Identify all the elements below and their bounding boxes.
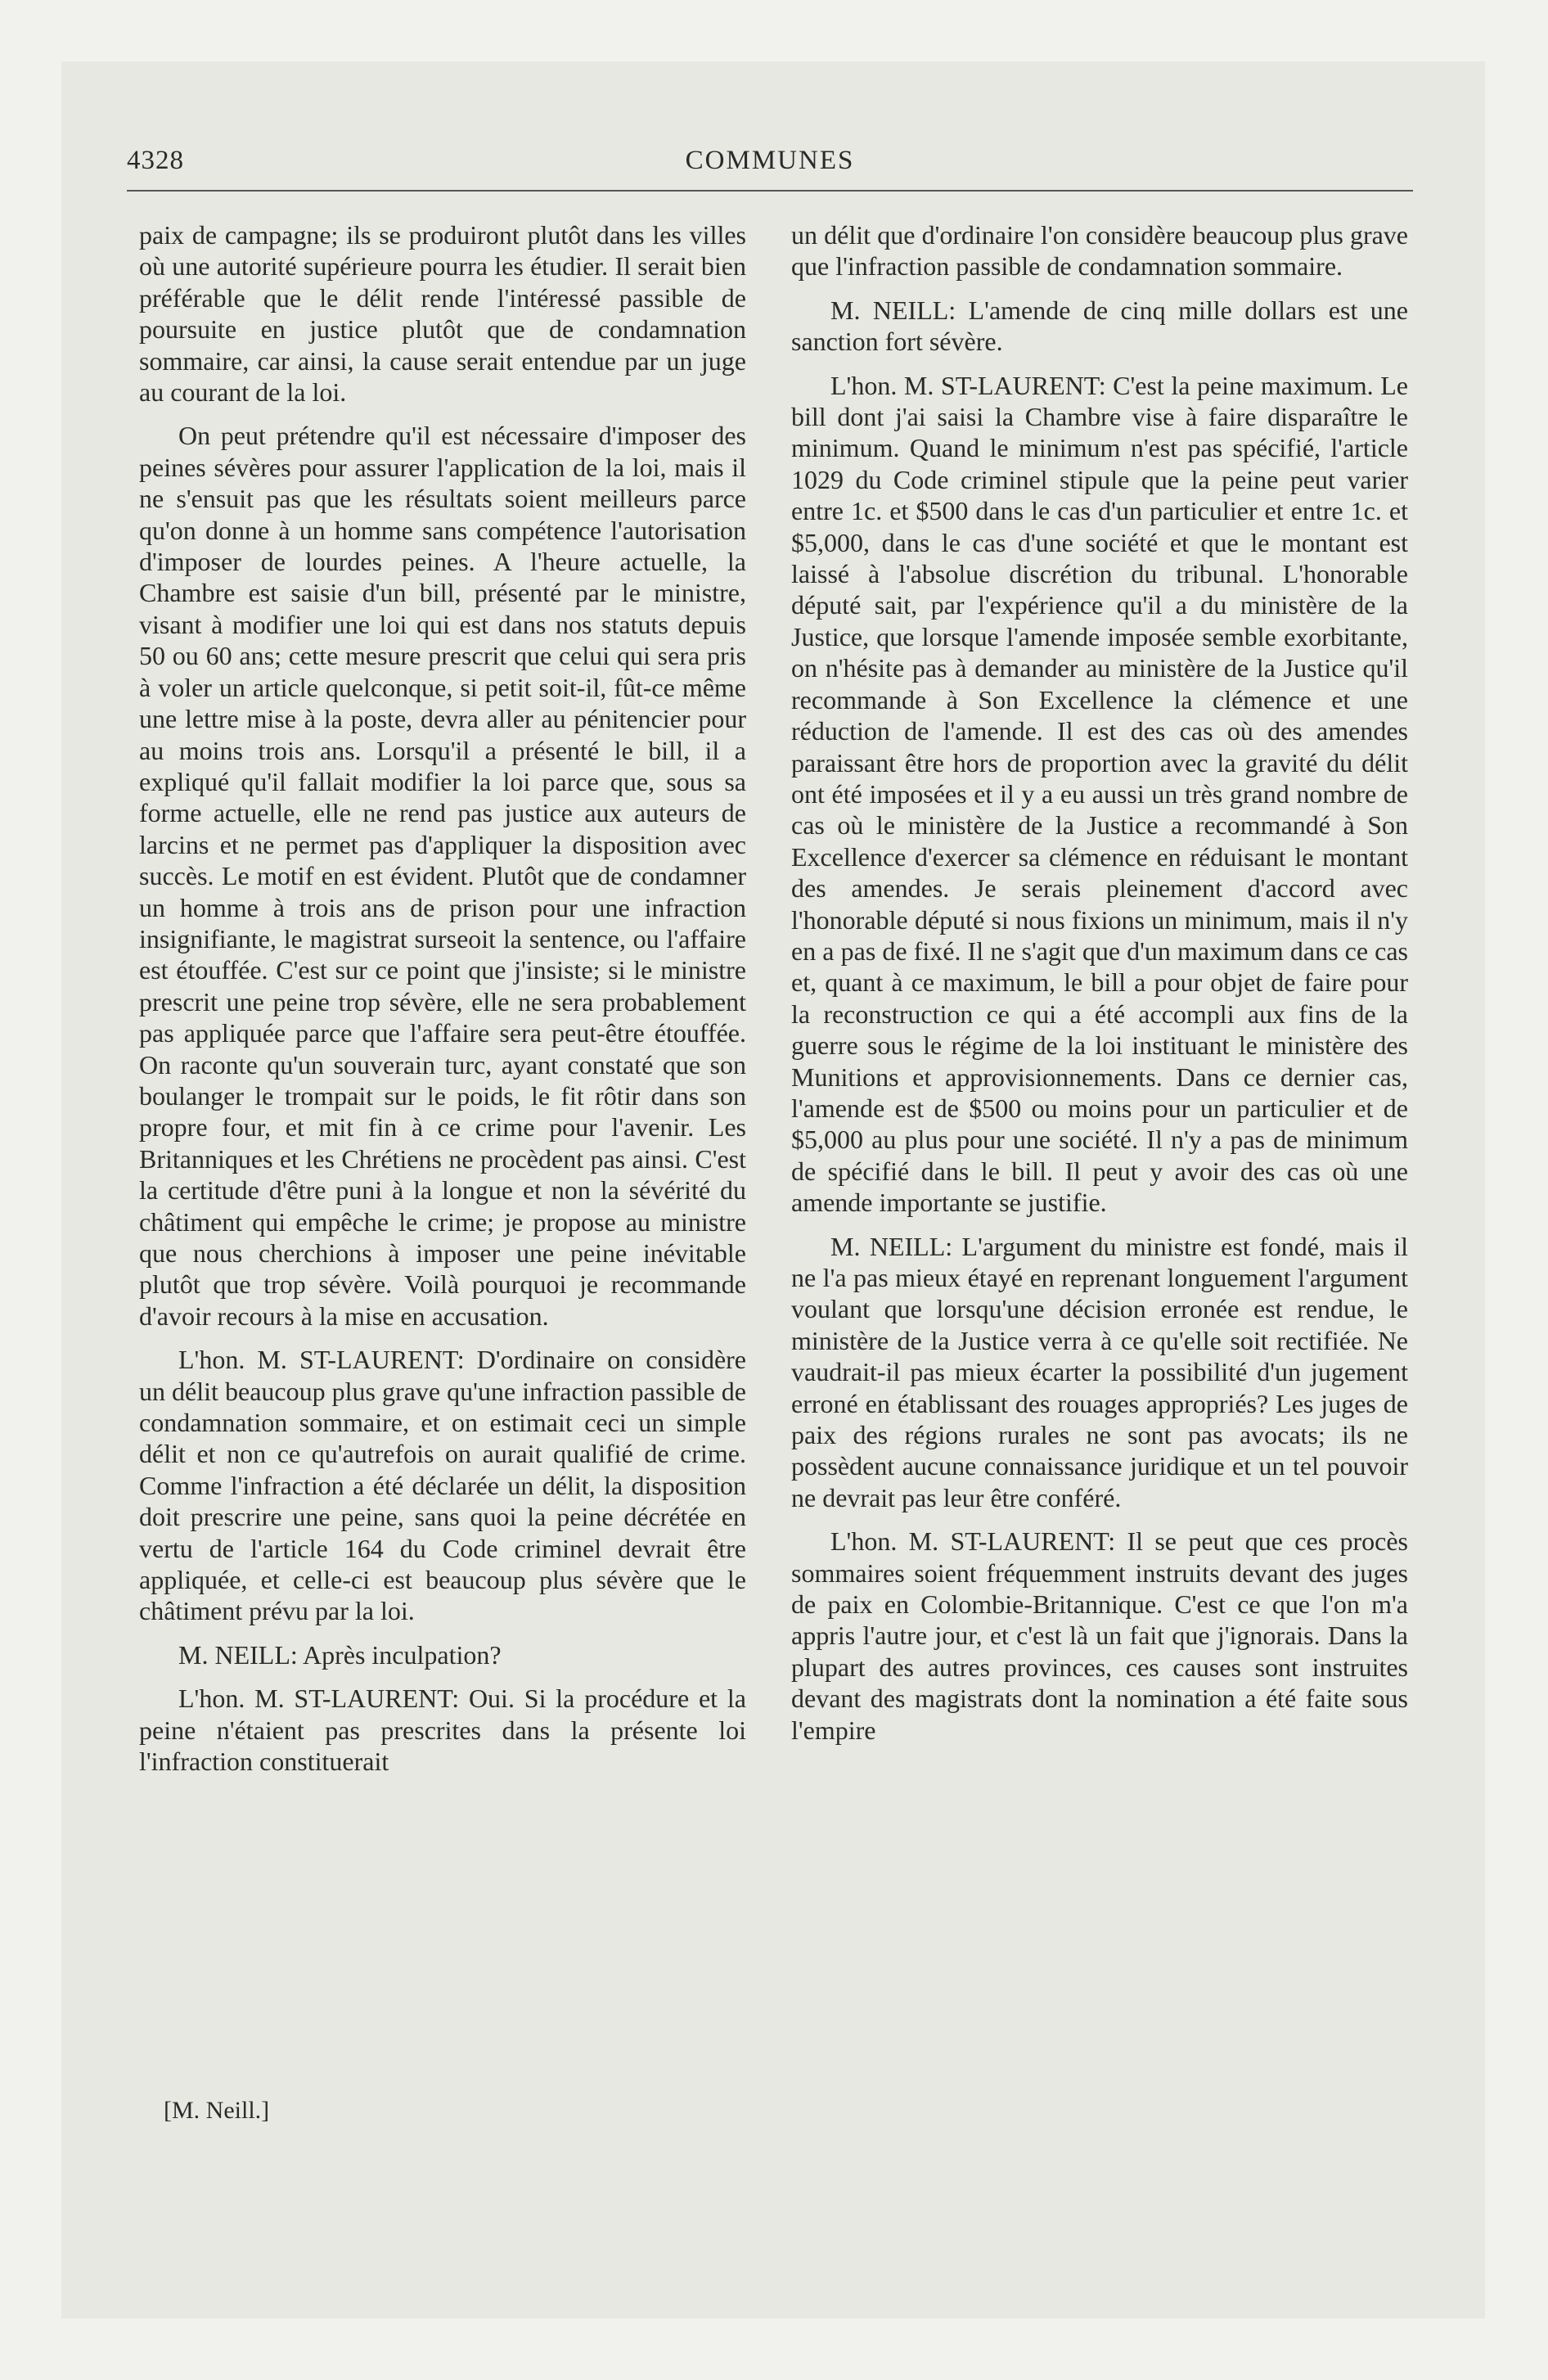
- speaker-footnote: [M. Neill.]: [164, 2097, 270, 2124]
- paragraph: L'hon. M. ST-LAURENT: C'est la peine maximum. Le bill dont j'ai saisi la Chambre vise à faire disparaître le minimum. Quand le minimum n'est pas spécifié, l'article 1029 du Code criminel stipule que la peine peut varier entre 1c. et $500 dans le cas d'un particulier et entre 1c. et $5,000, dans le cas d'une société et que le montant est laissé à l'absolue discrétion du tribunal. L'honorable député sait, par l'expérience qu'il a du ministère de la Justice, que lorsque l'amende imposée semble exorbitante, on n'hésite pas à demander au ministère de la Justice qu'il recommande à Son Excellence la clémence et une réduction de l'amende. Il est des cas où des amendes paraissant être hors de proportion avec la gravité du délit ont été imposées et il y a eu aussi un très grand nombre de cas où le ministère de la Justice a recommandé à Son Excellence d'exercer sa clémence en réduisant le montant des amendes. Je serais pleinement d'accord avec l'honorable député si nous fixions un minimum, mais il n'y en a pas de fixé. Il ne s'agit que d'un maximum dans ce cas et, quant à ce maximum, le bill a pour objet de faire pour la reconstruction ce qui a été accompli aux fins de la guerre sous le régime de la loi instituant le ministère des Munitions et approvisionnements. Dans ce dernier cas, l'amende est de $500 ou moins pour un particulier et de $5,000 au plus pour une société. Il n'y a pas de minimum de spécifié dans le bill. Il peut y avoir des cas où une amende importante se justifie.: [791, 370, 1408, 1218]
- left-column: [139, 219, 746, 1790]
- running-header: [127, 146, 1413, 185]
- paragraph: On peut prétendre qu'il est nécessaire d'imposer des peines sévères pour assurer l'application de la loi, mais il ne s'ensuit pas que les résultats soient meilleurs parce qu'on donne à un homme sans compétence l'autorisation d'imposer de lourdes peines. A l'heure actuelle, la Chambre est saisie d'un bill, présenté par le ministre, visant à modifier une loi qui est dans nos statuts depuis 50 ou 60 ans; cette mesure prescrit que celui qui sera pris à voler un article quelconque, si petit soit-il, fût-ce même une lettre mise à la poste, devra aller au pénitencier pour au moins trois ans. Lorsqu'il a présenté le bill, il a expliqué qu'il fallait modifier la loi parce que, sous sa forme actuelle, elle ne rend pas justice aux auteurs de larcins et ne permet pas d'appliquer la disposition avec succès. Le motif en est évident. Plutôt que de condamner un homme à trois ans de prison pour une infraction insignifiante, le magistrat surseoit la sentence, ou l'affaire est étouffée. C'est sur ce point que j'insiste; si le ministre prescrit une peine trop sévère, elle ne sera probablement pas appliquée parce que l'affaire sera peut-être étouffée. On raconte qu'un souverain turc, ayant constaté que son boulanger le trompait sur le poids, le fit rôtir dans son propre four, et mit fin à ce crime pour l'avenir. Les Britanniques et les Chrétiens ne procèdent pas ainsi. C'est la certitude d'être puni à la longue et non la sévérité du châtiment qui empêche le crime; je propose au ministre que nous cherchions à imposer une peine inévitable plutôt que trop sévère. Voilà pourquoi je recommande d'avoir recours à la mise en accusation.: [139, 421, 746, 1331]
- paragraph: paix de campagne; ils se produiront plutôt dans les villes où une autorité supérieure pourra les étudier. Il serait bien préférable que le délit rende l'intéressé passible de poursuite en justice plutôt que de condamnation sommaire, car ainsi, la cause serait entendue par un juge au courant de la loi.: [139, 220, 746, 408]
- paragraph: L'hon. M. ST-LAURENT: Oui. Si la procédure et la peine n'étaient pas prescrites dans la présente loi l'infraction constituerait: [139, 1684, 746, 1777]
- paragraph: M. NEILL: L'amende de cinq mille dollars est une sanction fort sévère.: [791, 295, 1408, 357]
- paragraph: L'hon. M. ST-LAURENT: D'ordinaire on considère un délit beaucoup plus grave qu'une infraction passible de condamnation sommaire, et on estimait ceci un simple délit et non ce qu'autrefois on aurait qualifié de crime. Comme l'infraction a été déclarée un délit, la disposition doit prescrire une peine, sans quoi la peine décrétée en vertu de l'article 164 du Code criminel devrait être appliquée, et celle-ci est beaucoup plus sévère que le châtiment prévu par la loi.: [139, 1345, 746, 1626]
- paragraph: un délit que d'ordinaire l'on considère beaucoup plus grave que l'infraction passible de condamnation sommaire.: [791, 220, 1408, 282]
- page-number: 4328: [127, 146, 184, 175]
- section-title: COMMUNES: [685, 146, 855, 175]
- right-column: [791, 219, 1408, 1758]
- paragraph: M. NEILL: Après inculpation?: [178, 1639, 502, 1670]
- paragraph: L'hon. M. ST-LAURENT: Il se peut que ces procès sommaires soient fréquemment instruits devant des juges de paix en Colombie-Britannique. C'est ce que l'on m'a appris l'autre jour, et c'est là un fait que j'ignorais. Dans la plupart des autres provinces, ces causes sont instruites devant des magistrats dont la nomination a été faite sous l'empire: [791, 1526, 1408, 1745]
- header-rule: [127, 190, 1413, 192]
- paragraph: M. NEILL: L'argument du ministre est fondé, mais il ne l'a pas mieux étayé en reprenant longuement l'argument voulant que lorsqu'une décision erronée est rendue, le ministère de la Justice verra à ce qu'elle soit rectifiée. Ne vaudrait-il pas mieux écarter la possibilité d'un jugement erroné en établissant des rouages appropriés? Les juges de paix des régions rurales ne sont pas avocats; ils ne possèdent aucune connaissance juridique et un tel pouvoir ne devrait pas leur être conféré.: [791, 1231, 1408, 1512]
